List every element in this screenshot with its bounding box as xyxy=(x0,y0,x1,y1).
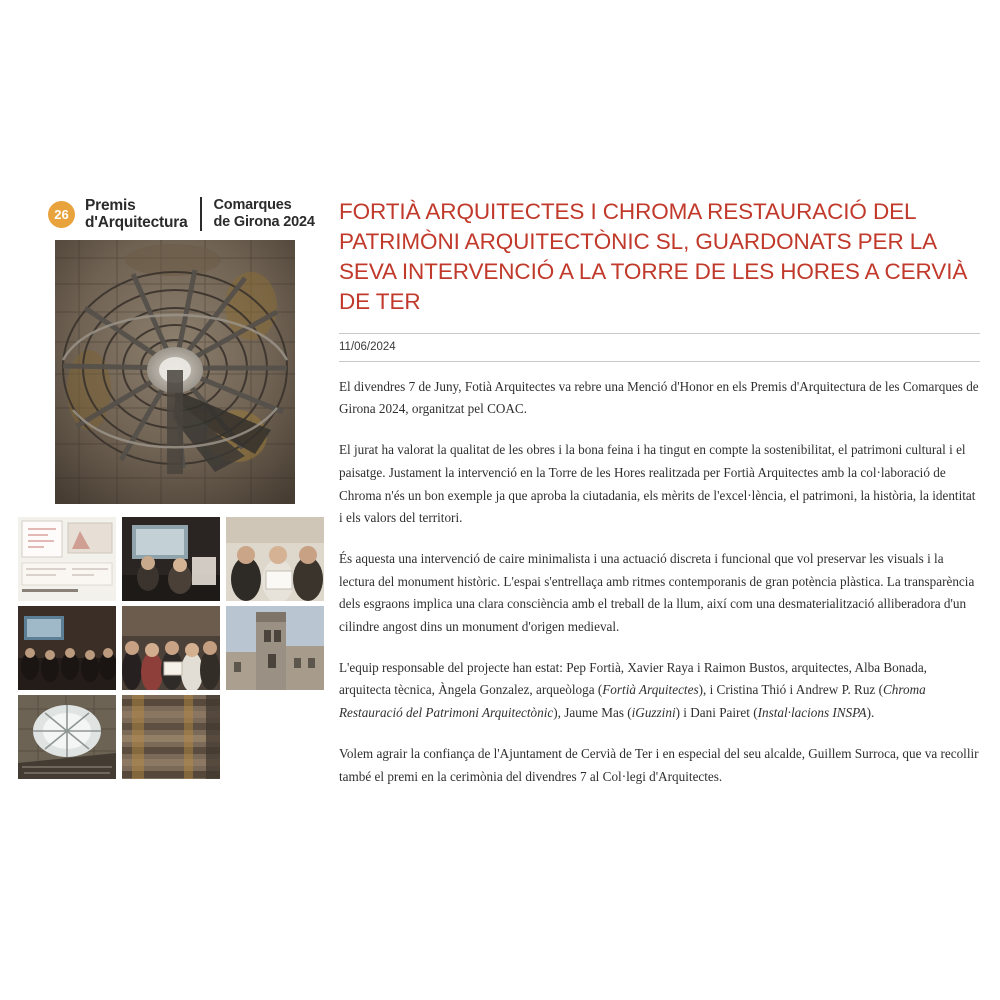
article-text: L'equip responsable del projecte han estat: Pep Fortià, Xavier Raya i Raimon Bustos, arquitectes, Alba Bonada, arquitecta tècnica, Àngela Gonzalez, arqueòloga ( xyxy=(339,659,927,698)
thumbnail-row xyxy=(18,517,328,601)
article-paragraph xyxy=(339,657,980,725)
thumbnail-row xyxy=(18,695,328,779)
article-body xyxy=(339,362,980,789)
article-text: ). xyxy=(866,705,875,721)
awards-logo-subtitle xyxy=(214,197,315,230)
article-emphasis: iGuzzini xyxy=(631,705,676,721)
article-date: 11/06/2024 xyxy=(339,340,396,353)
article-paragraph xyxy=(339,439,980,530)
article-emphasis: Fortià Arquitectes xyxy=(602,682,699,698)
awards-logo xyxy=(10,192,320,236)
article-paragraph xyxy=(339,743,980,788)
awards-logo-subtitle-line2: de Girona 2024 xyxy=(213,214,315,230)
article-emphasis: Chroma Restauració del Patrimoni Arquitectònic xyxy=(339,682,926,721)
thumbnail-skylight-view[interactable] xyxy=(18,695,116,779)
edition-number-badge: 26 xyxy=(48,201,75,228)
thumbnail-architectural-drawing[interactable] xyxy=(18,517,116,601)
thumbnail-tower-exterior[interactable] xyxy=(226,606,324,690)
hero-image-spiral-staircase xyxy=(55,240,295,504)
thumbnail-team-group-photo[interactable] xyxy=(122,606,220,690)
article-emphasis: Instal·lacions INSPA xyxy=(757,705,867,721)
article-text: El jurat ha valorat la qualitat de les obres i la bona feina i ha tingut en compte la sostenibilitat, el patrimoni cultural i el paisatge. Justament la intervenció en la Torre de les Hores realitzada per Fortià Arquitectes amb la col·laboració de Chroma n'és un bon exemple ja que aproba la ciutadania, els mèrits de l'excel·lència, el patrimoni, la història, la identitat i els valors del territori. xyxy=(339,442,976,526)
awards-logo-title xyxy=(85,197,188,232)
logo-divider xyxy=(200,197,202,231)
media-column xyxy=(10,192,320,236)
awards-logo-title-line2: d'Arquitectura xyxy=(85,214,188,231)
article-text: ), i Cristina Thió i Andrew P. Ruz ( xyxy=(698,682,883,698)
article-paragraph xyxy=(339,548,980,639)
thumbnail-row xyxy=(18,606,328,690)
thumbnail-stair-treads-detail[interactable] xyxy=(122,695,220,779)
article-text: ), Jaume Mas ( xyxy=(553,705,632,721)
article-title: FORTIÀ ARQUITECTES I CHROMA RESTAURACIÓ DEL PATRIMÒNI ARQUITECTÒNIC SL, GUARDONATS PER LA SEVA INTERVENCIÓ A LA TORRE DE LES HORES A CERVIÀ DE TER xyxy=(339,199,968,314)
thumbnail-gallery xyxy=(18,517,328,784)
article-text: Volem agrair la confiança de l'Ajuntament de Cervià de Ter i en especial del seu alcalde, Guillem Surroca, que va recollir també el premi en la cerimònia del divendres 7 al Col·legi d'Arquitectes. xyxy=(339,745,979,784)
article-text: ) i Dani Pairet ( xyxy=(675,705,758,721)
thumbnail-award-recipients[interactable] xyxy=(226,517,324,601)
thumbnail-ceremony-presentation[interactable] xyxy=(122,517,220,601)
article xyxy=(339,197,980,788)
article-paragraph xyxy=(339,376,980,421)
article-text: El divendres 7 de Juny, Fotià Arquitectes va rebre una Menció d'Honor en els Premis d'Arquitectura de les Comarques de Girona 2024, organitzat pel COAC. xyxy=(339,378,979,417)
awards-logo-title-line1: Premis xyxy=(85,196,136,214)
article-text: És aquesta una intervenció de caire minimalista i una actuació discreta i funcional que vol preservar les visuals i la lectura del monument històric. L'espai s'entrellaça amb ritmes contemporanis de gran potència plàstica. La transparència dels esgraons implica una clara consciència amb el treball de la llum, així com una desmaterialització alliberadora d'un cilindre angost dins un monument d'origen medieval. xyxy=(339,550,975,635)
thumbnail-audience-group[interactable] xyxy=(18,606,116,690)
awards-logo-subtitle-line1: Comarques xyxy=(213,197,292,214)
